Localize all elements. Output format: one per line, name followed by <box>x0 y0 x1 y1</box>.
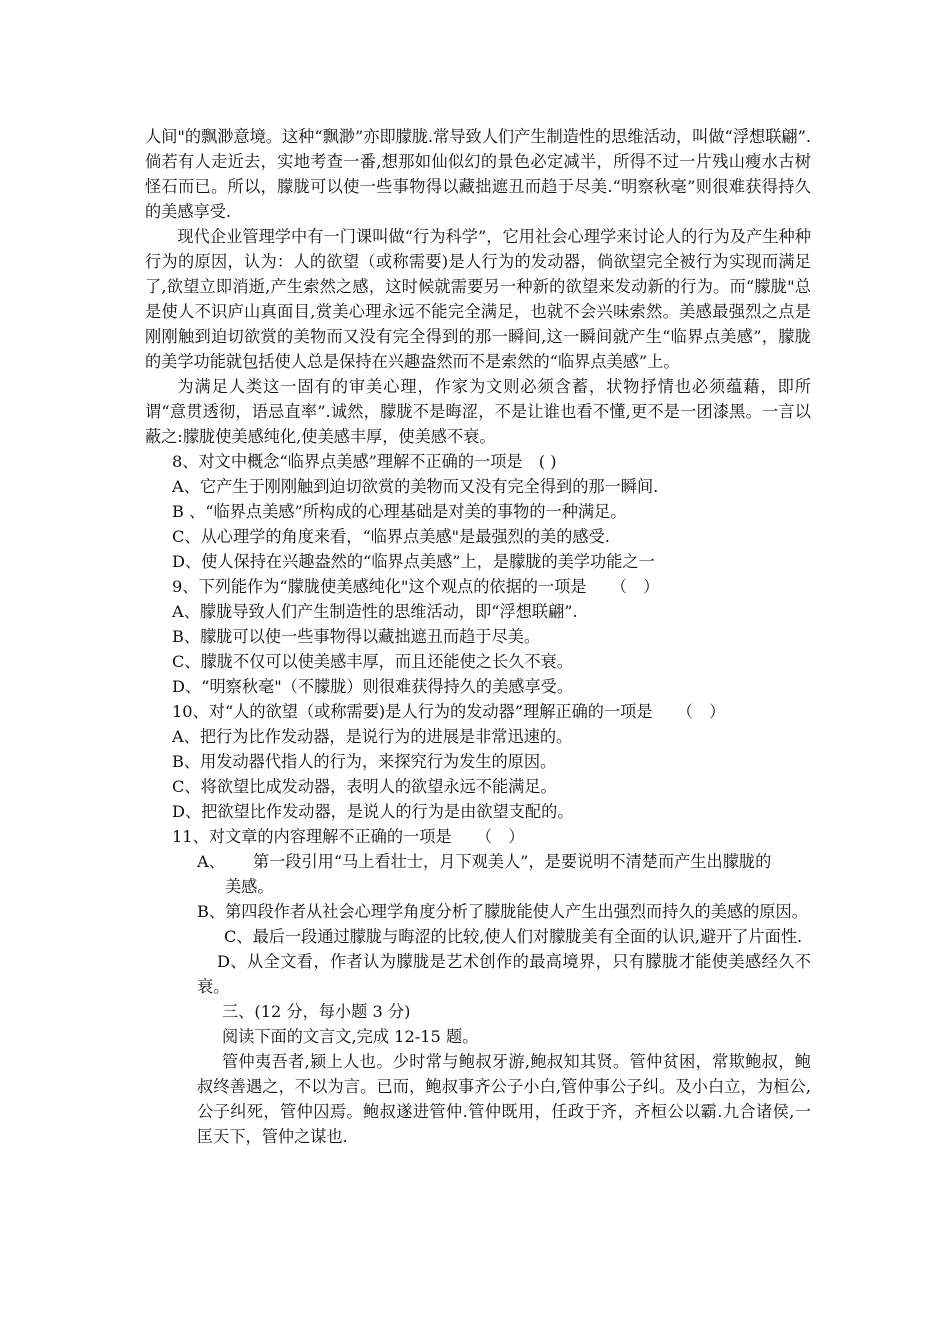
document-body <box>145 124 811 1149</box>
question-9-stem: 9、下列能作为“朦胧使美感纯化"这个观点的依据的一项是 （ ） <box>172 577 660 596</box>
question-9 <box>145 574 811 699</box>
question-9-option-a: A、朦胧导致人们产生制造性的思维活动，即“浮想联翩”. <box>172 602 578 621</box>
question-8-option-d: D、使人保持在兴趣盎然的“临界点美感”上，是朦胧的美学功能之一 <box>172 552 655 571</box>
question-11 <box>145 824 811 999</box>
question-8-option-b: B 、“临界点美感”所构成的心理基础是对美的事物的一种满足。 <box>172 502 627 521</box>
question-11-option-d: D、从全文看，作者认为朦胧是艺术创作的最高境界，只有朦胧才能使美感经久不衰。 <box>197 952 811 996</box>
question-8-option-a: A、它产生于刚刚触到迫切欲赏的美物而又没有完全得到的那一瞬间. <box>172 477 659 496</box>
question-11-stem: 11、对文章的内容理解不正确的一项是 （ ） <box>172 827 525 846</box>
question-8-stem: 8、对文中概念“临界点美感”理解不正确的一项是 ( ) <box>172 452 557 471</box>
question-11-option-a-text: 第一段引用“马上看壮士，月下观美人”，是要说明不清楚而产生出朦胧的 <box>252 852 772 871</box>
question-9-option-d: D、“明察秋毫"（不朦胧）则很难获得持久的美感享受。 <box>172 677 574 696</box>
question-11-option-a <box>145 849 811 899</box>
question-9-option-c: C、朦胧不仅可以使美感丰厚，而且还能使之长久不衰。 <box>172 652 573 671</box>
question-11-option-a-line-2: 美感。 <box>225 877 274 896</box>
passage-paragraph-2: 现代企业管理学中有一门课叫做“行为科学”，它用社会心理学来讨论人的行为及产生种种行为的原因，认为：人的欲望（或称需要)是人行为的发动器，倘欲望完全被行为实现而满足了,欲望立即消逝,产生索然之感，这时候就需要另一种新的欲望来发动新的行为。而“朦胧"总是使人不识庐山真面目,赏美心理永远不能完全满足，也就不会兴味索然。美感最强烈之点是刚刚触到迫切欲赏的美物而又没有完全得到的那一瞬间,这一瞬间就产生“临界点美感”，朦胧的美学功能就包括使人总是保持在兴趣盎然而不是索然的“临界点美感”上。 <box>145 227 811 371</box>
section-three <box>145 999 811 1149</box>
passage-paragraph-1: 人间"的飘渺意境。这种“飘渺”亦即朦胧.常导致人们产生制造性的思维活动，叫做“浮想联翩”.倘若有人走近去，实地考查一番,想那如仙似幻的景色必定减半，所得不过一片残山瘦水古树怪石而已。所以，朦胧可以使一些事物得以藏拙遮丑而趋于尽美.“明察秋毫”则很难获得持久的美感享受. <box>145 127 811 221</box>
question-10-option-a: A、把行为比作发动器，是说行为的进展是非常迅速的。 <box>172 727 573 746</box>
question-10-option-d: D、把欲望比作发动器，是说人的行为是由欲望支配的。 <box>172 802 574 821</box>
question-11-option-a-line-1 <box>197 849 811 874</box>
question-10-stem: 10、对“人的欲望（或称需要)是人行为的发动器”理解正确的一项是 （ ） <box>172 702 726 721</box>
classical-text: 管仲夷吾者,颍上人也。少时常与鲍叔牙游,鲍叔知其贤。管仲贫困，常欺鲍叔，鲍叔终善遇之，不以为言。已而，鲍叔事齐公子小白,管仲事公子纠。及小白立，为桓公,公子纠死，管仲囚焉。鲍叔遂进管仲.管仲既用，任政于齐，齐桓公以霸.九合诸侯,一匡天下，管仲之谋也. <box>197 1052 811 1146</box>
section-three-instruction: 阅读下面的文言文,完成 12-15 题。 <box>222 1027 479 1046</box>
section-three-heading: 三、(12 分，每小题 3 分) <box>222 1002 411 1021</box>
question-10-option-b: B、用发动器代指人的行为，来探究行为发生的原因。 <box>172 752 557 771</box>
question-10 <box>145 699 811 824</box>
question-11-option-a-label: A、 <box>197 852 225 871</box>
question-8-option-c: C、从心理学的角度来看，“临界点美感"是最强烈的美的感受. <box>172 527 610 546</box>
passage-paragraph-3: 为满足人类这一固有的审美心理，作家为文则必须含蓄，状物抒情也必须蕴藉，即所谓“意贯透彻，语忌直率”.诚然，朦胧不是晦涩，不是让谁也看不懂,更不是一团漆黑。一言以蔽之:朦胧使美感纯化,使美感丰厚，使美感不衰。 <box>145 377 811 446</box>
question-11-option-c: C、最后一段通过朦胧与晦涩的比较,使人们对朦胧美有全面的认识,避开了片面性. <box>224 927 803 946</box>
question-8 <box>145 449 811 574</box>
question-11-option-b: B、第四段作者从社会心理学角度分析了朦胧能使人产生出强烈而持久的美感的原因。 <box>197 902 808 921</box>
question-10-option-c: C、将欲望比成发动器，表明人的欲望永远不能满足。 <box>172 777 557 796</box>
question-9-option-b: B、朦胧可以使一些事物得以藏拙遮丑而趋于尽美。 <box>172 627 541 646</box>
